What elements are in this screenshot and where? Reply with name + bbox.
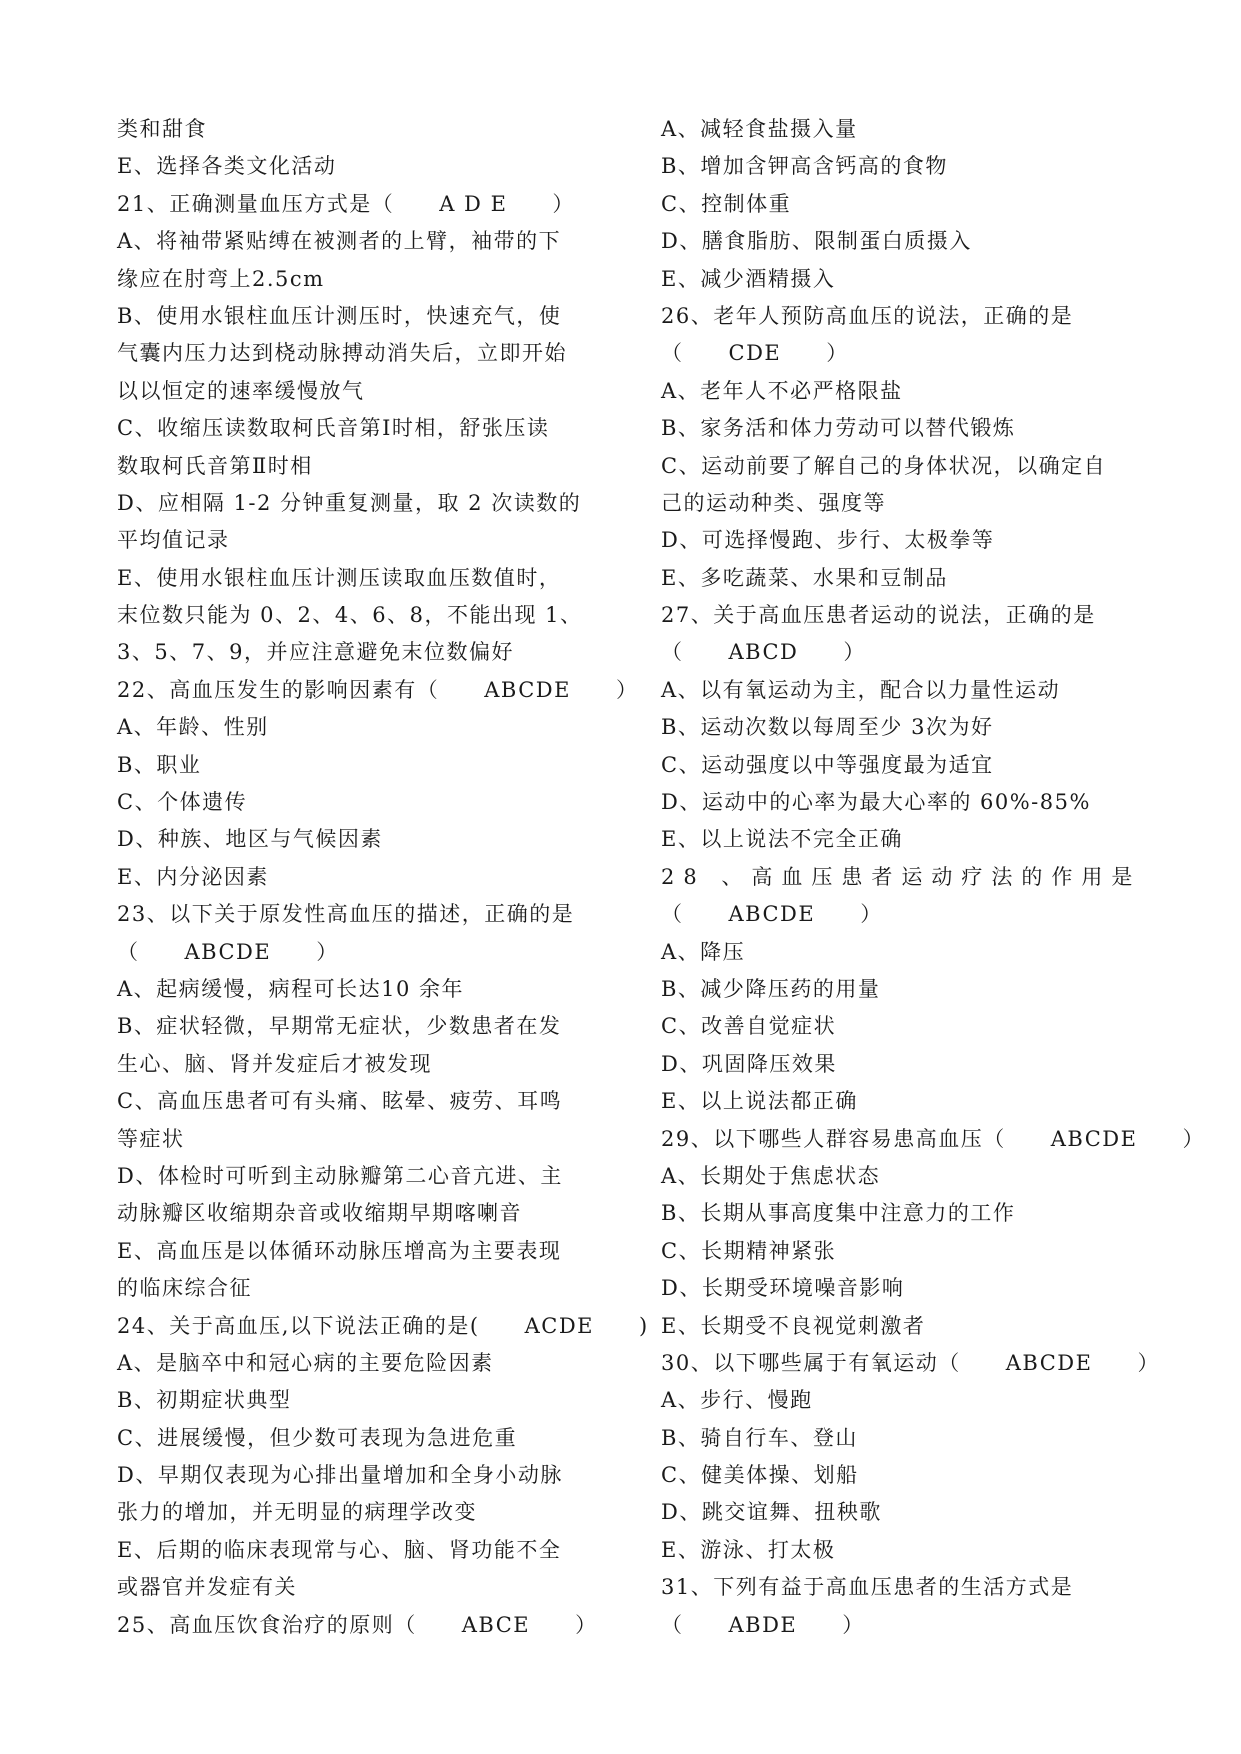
right-column [661,111,1205,1644]
right-column-line: 27、关于高血压患者运动的说法，正确的是 [661,603,1096,628]
right-column-line: A、减轻食盐摄入量 [661,117,858,141]
right-column-line: B、运动次数以每周至少 3次为好 [661,715,994,740]
right-column-line: （ CDE ） [661,341,849,366]
left-column [117,111,649,1644]
left-column-line: 24、关于高血压,以下说法正确的是( ACDE ) [117,1313,649,1338]
right-column-line: D、巩固降压效果 [661,1051,837,1076]
right-column-line: D、可选择慢跑、步行、太极拳等 [661,528,995,553]
right-column-line: D、膳食脂肪、限制蛋白质摄入 [661,229,972,254]
right-column-line: E、减少酒精摄入 [661,266,836,291]
left-column-line: 23、以下关于原发性高血压的描述，正确的是 [117,902,575,927]
right-column-line: C、改善自觉症状 [661,1014,837,1039]
right-column-line: C、长期精神紧张 [661,1238,837,1263]
right-column-line: D、运动中的心率为最大心率的 60%-85% [661,790,1091,815]
left-column-line: E、选择各类文化活动 [117,154,337,179]
left-column-line: 平均值记录 [117,528,230,553]
left-column-line: 气囊内压力达到桡动脉搏动消失后，立即开始 [117,341,567,366]
right-column-line: A、长期处于焦虑状态 [661,1163,881,1188]
left-column-line: C、高血压患者可有头痛、眩晕、疲劳、耳鸣 [117,1089,563,1114]
left-column-line: D、体检时可听到主动脉瓣第二心音亢进、主 [117,1163,563,1188]
right-column-line: A、步行、慢跑 [661,1388,813,1413]
right-column-line: E、以上说法都正确 [661,1089,858,1114]
left-column-line: C、个体遗传 [117,790,248,815]
right-column-line: （ ABCDE ） [661,902,883,927]
left-column-line: 等症状 [117,1126,185,1151]
right-column-line: 31、下列有益于高血压患者的生活方式是 [661,1575,1074,1600]
left-column-line: 22、高血压发生的影响因素有（ ABCDE ） [117,677,639,702]
right-column-line: B、增加含钾高含钙高的食物 [661,154,948,179]
left-column-line: 21、正确测量血压方式是（ A D E ） [117,191,575,216]
right-column-line: E、长期受不良视觉刺激者 [661,1313,926,1338]
right-column-line: A、以有氧运动为主，配合以力量性运动 [661,677,1061,702]
left-column-line: 动脉瓣区收缩期杂音或收缩期早期喀喇音 [117,1201,522,1226]
left-column-line: 类和甜食 [117,117,207,141]
left-column-line: 或器官并发症有关 [117,1575,297,1600]
left-column-line: 以以恒定的速率缓慢放气 [117,378,365,403]
right-column-line: （ ABCD ） [661,640,866,665]
right-column-line: B、长期从事高度集中注意力的工作 [661,1201,1016,1226]
left-column-line: 3、5、7、9，并应注意避免末位数偏好 [117,640,514,665]
left-column-line: 末位数只能为 0、2、4、6、8，不能出现 1、 [117,603,583,628]
right-column-line: A、降压 [661,939,746,964]
right-column-line: 30、以下哪些属于有氧运动（ ABCDE ） [661,1350,1160,1375]
right-column-line: C、运动强度以中等强度最为适宜 [661,752,994,777]
left-column-line: A、是脑卒中和冠心病的主要危险因素 [117,1350,494,1375]
left-column-line: C、收缩压读数取柯氏音第Ⅰ时相，舒张压读 [117,416,550,441]
left-column-line: E、使用水银柱血压计测压读取血压数值时， [117,565,562,590]
right-column-line: B、骑自行车、登山 [661,1425,858,1450]
left-column-line: D、种族、地区与气候因素 [117,827,383,852]
left-column-line: 的临床综合征 [117,1276,252,1301]
right-column-line: D、长期受环境噪音影响 [661,1276,905,1301]
right-column-line: E、多吃蔬菜、水果和豆制品 [661,565,948,590]
right-column-line: B、家务活和体力劳动可以替代锻炼 [661,416,1016,441]
left-column-line: B、职业 [117,752,202,777]
left-column-line: B、使用水银柱血压计测压时，快速充气，使 [117,303,562,328]
left-column-line: D、早期仅表现为心排出量增加和全身小动脉 [117,1463,563,1488]
right-column-line: （ ABDE ） [661,1612,865,1637]
left-column-line: E、内分泌因素 [117,864,269,889]
right-column-line: C、控制体重 [661,191,792,216]
left-column-line: A、起病缓慢，病程可长达10 余年 [117,976,465,1001]
left-column-line: B、初期症状典型 [117,1388,292,1413]
right-column-line: C、健美体操、划船 [661,1463,859,1488]
right-column-line: A、老年人不必严格限盐 [661,378,903,403]
right-column-line: E、以上说法不完全正确 [661,827,903,852]
left-column-line: A、将袖带紧贴缚在被测者的上臂，袖带的下 [117,229,562,254]
left-column-line: 数取柯氏音第Ⅱ时相 [117,453,313,478]
left-column-line: 生心、脑、肾并发症后才被发现 [117,1051,432,1076]
left-column-line: 张力的增加，并无明显的病理学改变 [117,1500,477,1525]
right-column-line: B、减少降压药的用量 [661,976,881,1001]
right-column-line: D、跳交谊舞、扭秧歌 [661,1500,882,1525]
left-column-line: C、进展缓慢，但少数可表现为急进危重 [117,1425,518,1450]
left-column-line: B、症状轻微，早期常无症状，少数患者在发 [117,1014,562,1039]
left-column-line: E、高血压是以体循环动脉压增高为主要表现 [117,1238,562,1263]
left-column-line: 缘应在肘弯上2.5cm [117,266,325,291]
left-column-line: A、年龄、性别 [117,715,269,740]
right-column-line: 己的运动种类、强度等 [661,490,886,515]
right-column-line: E、游泳、打太极 [661,1537,836,1562]
left-column-line: 25、高血压饮食治疗的原则（ ABCE ） [117,1612,598,1637]
right-column-line: 26、老年人预防高血压的说法，正确的是 [661,303,1074,328]
left-column-line: E、后期的临床表现常与心、脑、肾功能不全 [117,1537,562,1562]
right-column-line: 28 、高血压患者运动疗法的作用是 [661,864,1142,889]
right-column-line: 29、以下哪些人群容易患高血压（ ABCDE ） [661,1126,1205,1151]
left-column-line: （ ABCDE ） [117,939,339,964]
left-column-line: D、应相隔 1-2 分钟重复测量，取 2 次读数的 [117,490,582,515]
right-column-line: C、运动前要了解自己的身体状况，以确定自 [661,453,1107,478]
